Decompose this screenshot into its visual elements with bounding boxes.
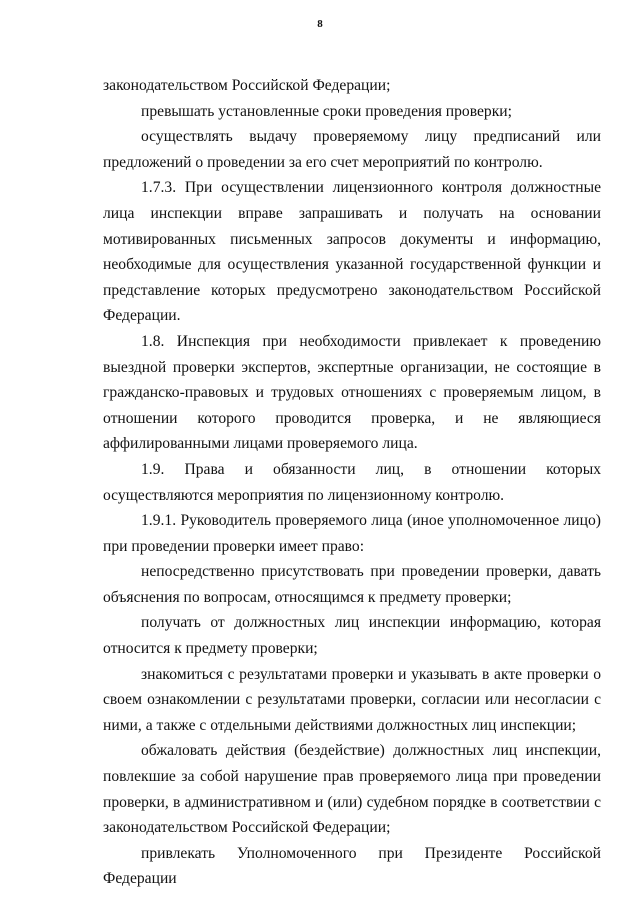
page-number: 8 — [317, 18, 323, 30]
paragraph-list-item: превышать установленные сроки проведения проверки; — [141, 102, 512, 120]
paragraph-clause-1-8: 1.8. Инспекция при необходимости привлекает к проведению выездной проверки экспертов, экспертные организации, не состоящие в гражданско-правовых и трудовых отношениях с проверяемым лицом, в отношении которого проводится проверка, и не являющиеся аффилированными лицами проверяемого лица. — [103, 332, 601, 453]
paragraph-clause-1-7-3: 1.7.3. При осуществлении лицензионного контроля должностные лица инспекции вправе запрашивать и получать на основании мотивированных письменных запросов документы и информацию, необходимые для осуществления указанной государственной функции и представление которых предусмотрено законодательством Российской Федерации. — [103, 179, 601, 325]
paragraph-list-item: знакомиться с результатами проверки и указывать в акте проверки о своем ознакомлении с результатами проверки, согласии или несогласии с ними, а также с отдельными действиями должностных лиц инспекции; — [103, 665, 601, 734]
paragraph-list-item: обжаловать действия (бездействие) должностных лиц инспекции, повлекшие за собой нарушение прав проверяемого лица при проведении проверки, в административном и (или) судебном порядке в соответствии с законодательством Российской Федерации; — [103, 742, 601, 837]
paragraph-list-item: осуществлять выдачу проверяемому лицу предписаний или предложений о проведении за его счет мероприятий по контролю. — [103, 128, 601, 171]
paragraph-clause-1-9-1: 1.9.1. Руководитель проверяемого лица (иное уполномоченное лицо) при проведении проверки имеет право: — [103, 512, 601, 555]
paragraph-list-item: непосредственно присутствовать при проведении проверки, давать объяснения по вопросам, относящимся к предмету проверки; — [103, 563, 601, 606]
paragraph-list-item: получать от должностных лиц инспекции информацию, которая относится к предмету проверки; — [103, 614, 601, 658]
paragraph-clause-1-9: 1.9. Права и обязанности лиц, в отношении которых осуществляются мероприятия по лицензионному контролю. — [103, 460, 601, 504]
document-body — [103, 73, 601, 892]
paragraph-list-item: привлекать Уполномоченного при Президенте Российской Федерации — [103, 844, 601, 888]
paragraph-continuation: законодательством Российской Федерации; — [103, 77, 391, 94]
